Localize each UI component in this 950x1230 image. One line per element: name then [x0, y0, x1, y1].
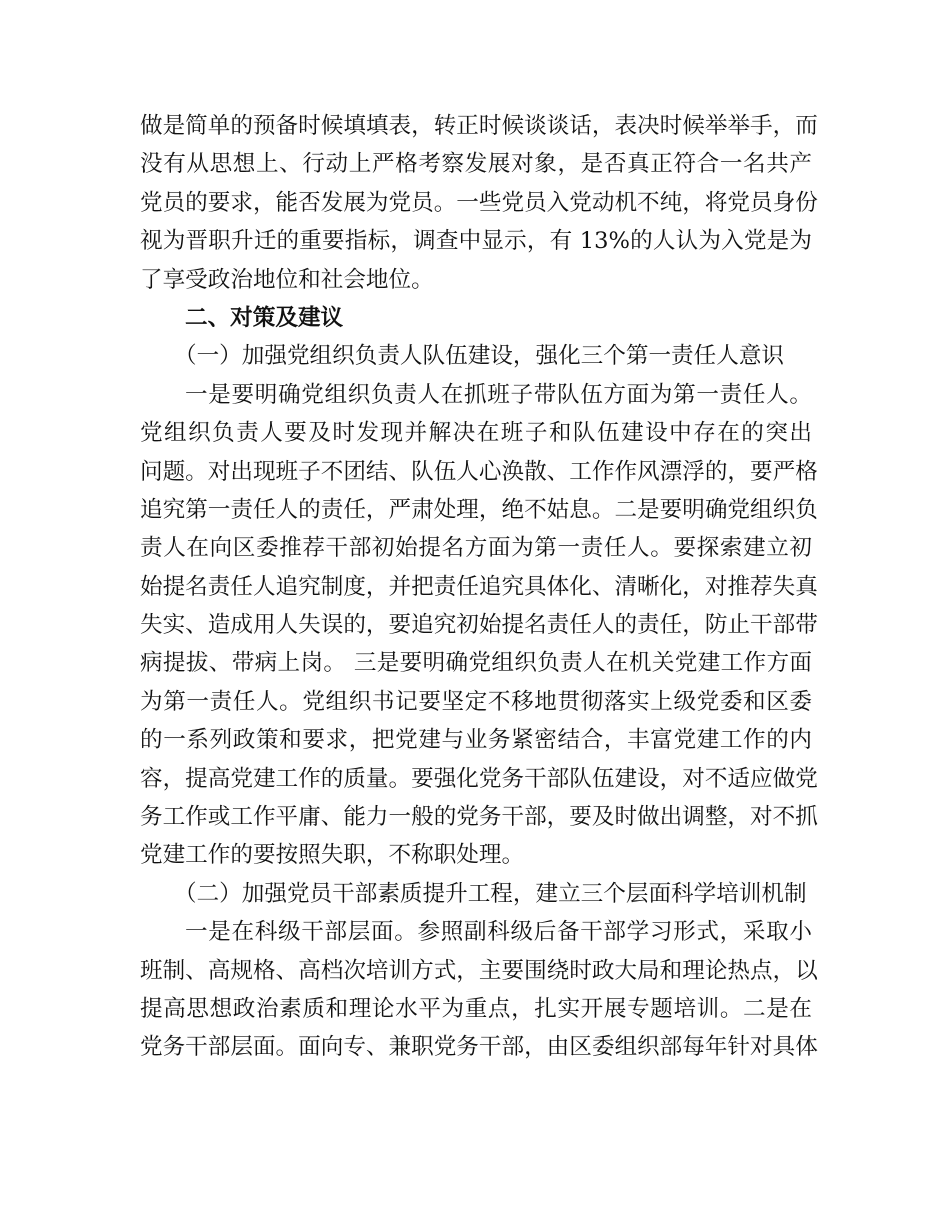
- paragraph-line: 务工作或工作平庸、能力一般的党务干部，要及时做出调整，对不抓: [140, 804, 818, 831]
- paragraph-line: 党务干部层面。面向专、兼职党务干部，由区委组织部每年针对具体: [140, 1034, 818, 1061]
- paragraph-line: 提高思想政治素质和理论水平为重点，扎实开展专题培训。二是在: [140, 995, 812, 1022]
- paragraph-line: 党建工作的要按照失职，不称职处理。: [140, 842, 525, 869]
- paragraph-line: 容，提高党建工作的质量。要强化党务干部队伍建设，对不适应做党: [140, 765, 818, 792]
- paragraph-line: 失实、造成用人失误的，要追究初始提名责任人的责任，防止干部带: [140, 612, 818, 639]
- paragraph-line: 的一系列政策和要求，把党建与业务紧密结合，丰富党建工作的内: [140, 727, 812, 754]
- subsection-heading: （一）加强党组织负责人队伍建设，强化三个第一责任人意识: [174, 343, 785, 370]
- paragraph-line: 视为晋职升迁的重要指标，调查中显示，有 13%的人认为入党是为: [140, 228, 812, 255]
- paragraph-line: 病提拔、带病上岗。 三是要明确党组织负责人在机关党建工作方面: [140, 650, 812, 677]
- paragraph-line: 党组织负责人要及时发现并解决在班子和队伍建设中存在的突出: [140, 420, 812, 447]
- section-heading: 二、对策及建议: [185, 304, 344, 331]
- paragraph-line: 做是简单的预备时候填填表，转正时候谈谈话，表决时候举举手，而: [140, 113, 818, 139]
- paragraph-line: 为第一责任人。党组织书记要坚定不移地贯彻落实上级党委和区委: [140, 688, 812, 715]
- subsection-heading: （二）加强党员干部素质提升工程，建立三个层面科学培训机制: [174, 880, 807, 907]
- paragraph-line: 没有从思想上、行动上严格考察发展对象，是否真正符合一名共产: [140, 151, 812, 178]
- document-body: [140, 107, 818, 1067]
- paragraph-line: 追究第一责任人的责任，严肃处理，绝不姑息。二是要明确党组织负: [140, 496, 818, 523]
- paragraph-line: 党员的要求，能否发展为党员。一些党员入党动机不纯，将党员身份: [140, 189, 818, 216]
- paragraph-line: 责人在向区委推荐干部初始提名方面为第一责任人。要探索建立初: [140, 535, 812, 562]
- paragraph-line: 始提名责任人追究制度，并把责任追究具体化、清晰化，对推荐失真: [140, 573, 818, 600]
- paragraph-line: 了享受政治地位和社会地位。: [140, 266, 434, 293]
- paragraph-line: 一是在科级干部层面。参照副科级后备干部学习形式，采取小: [185, 919, 812, 946]
- paragraph-line: 问题。对出现班子不团结、队伍人心涣散、工作作风漂浮的，要严格: [140, 458, 818, 485]
- paragraph-line: 一是要明确党组织负责人在抓班子带队伍方面为第一责任人。: [185, 381, 812, 408]
- paragraph-line: 班制、高规格、高档次培训方式，主要围绕时政大局和理论热点，以: [140, 957, 818, 984]
